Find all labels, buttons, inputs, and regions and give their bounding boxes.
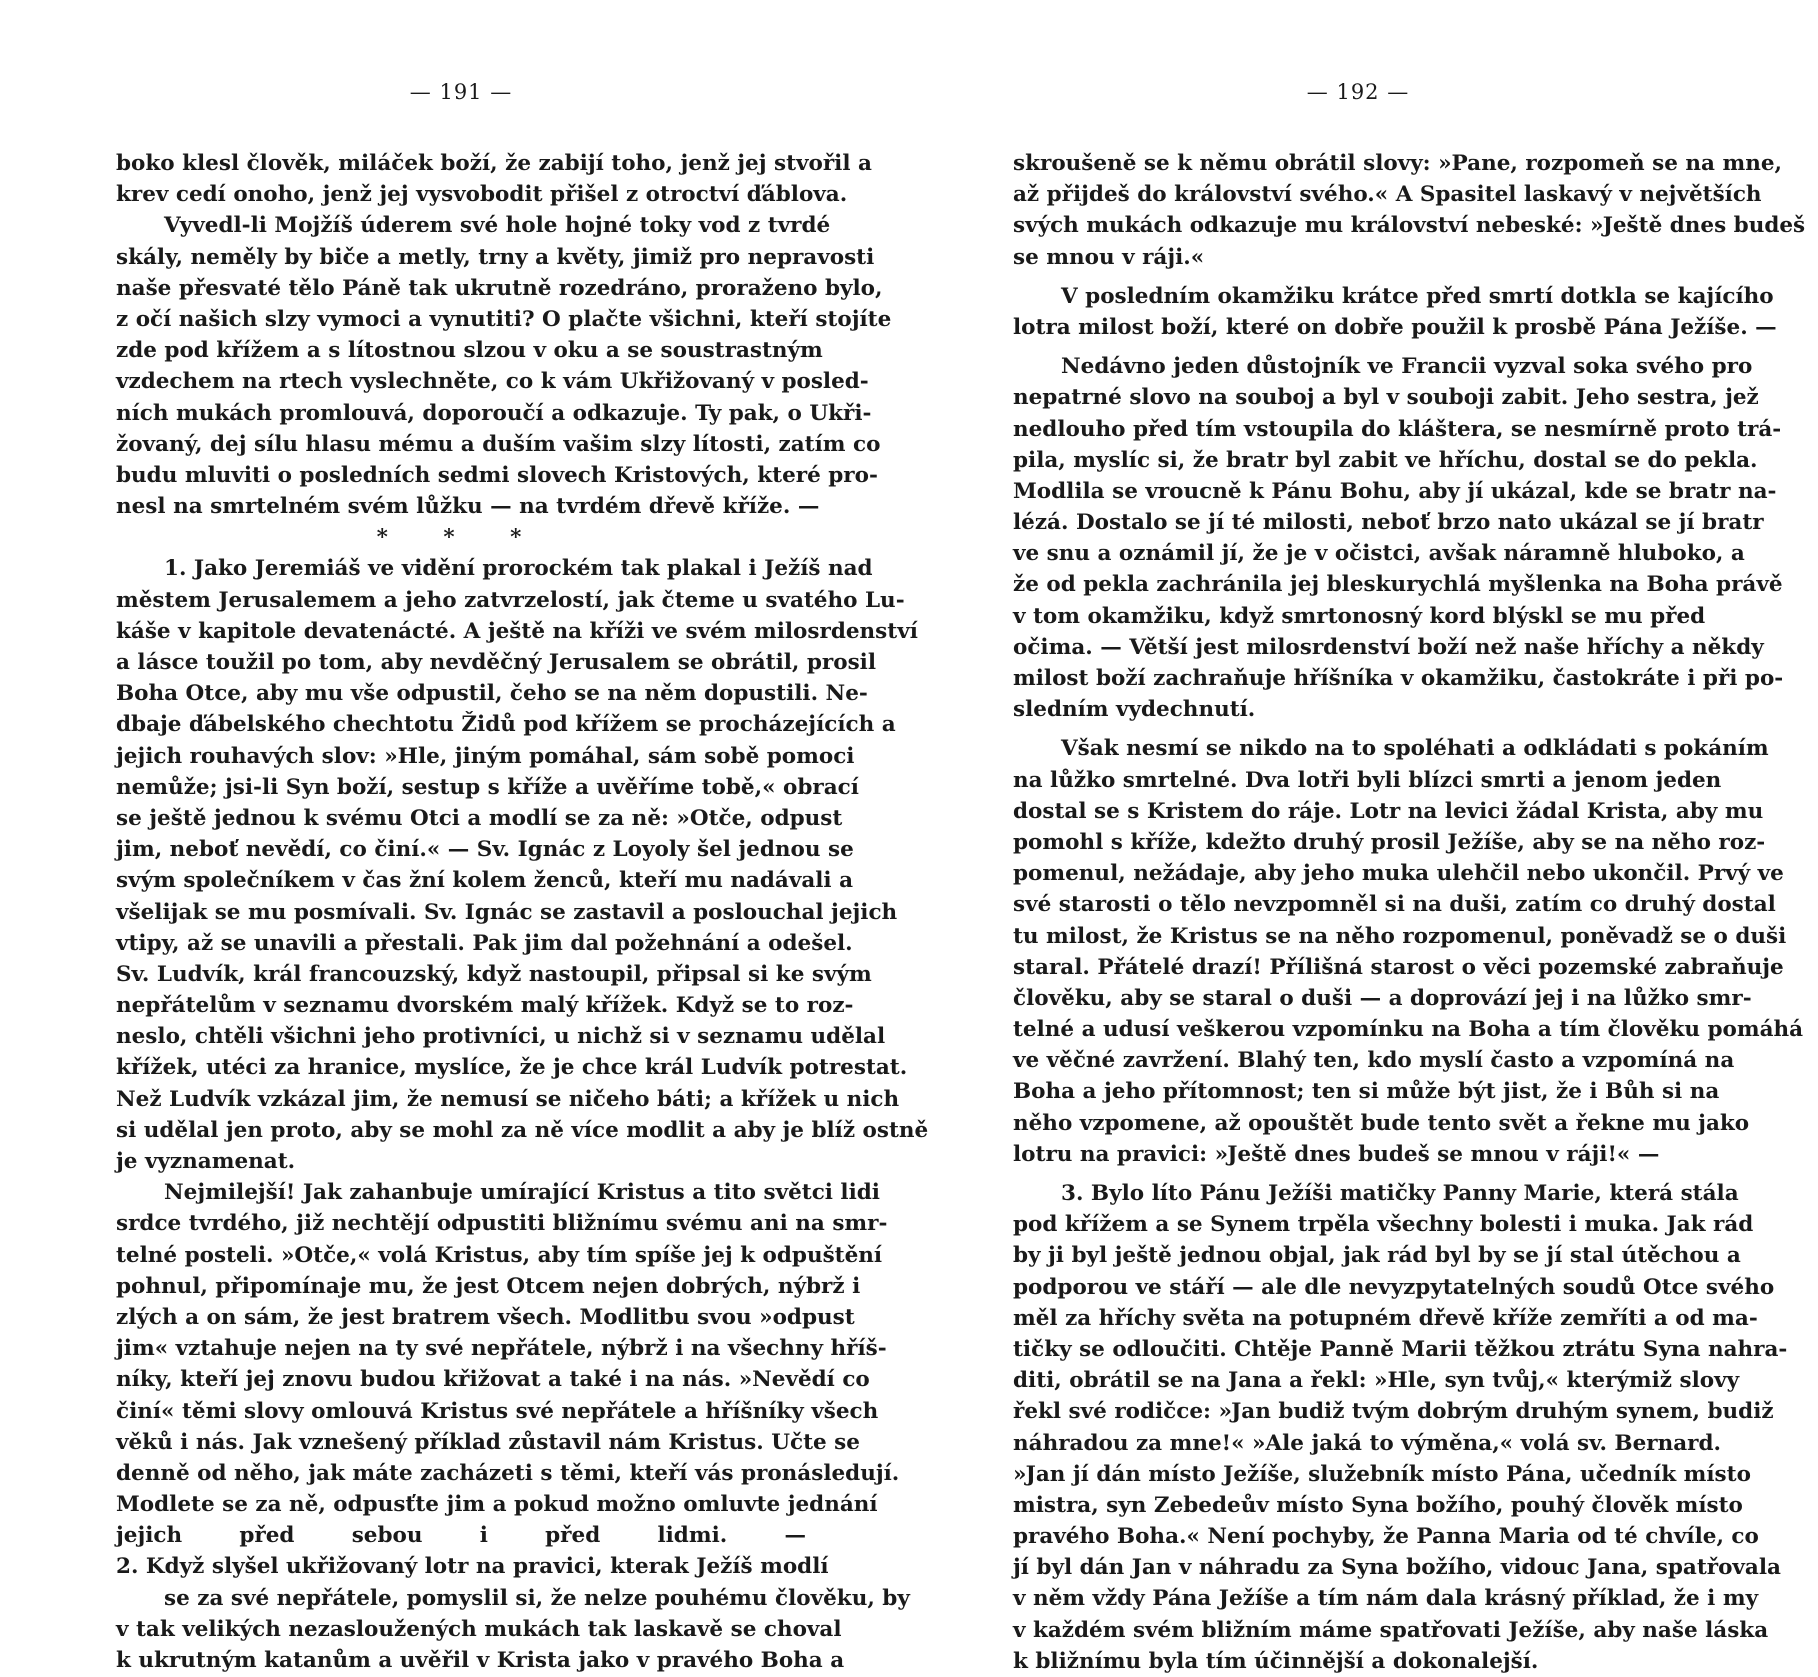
text-line: se ještě jednou k svému Otci a modlí se za ně: »Otče, odpust — [116, 805, 843, 831]
text-line: krev cedí onoho, jenž jej vysvobodit přišel z otroctví ďáblova. — [116, 182, 848, 208]
page-number-left: — 191 — — [409, 80, 513, 104]
text-line: se za své nepřátele, pomyslil si, že nelze pouhému člověku, by — [164, 1585, 910, 1611]
text-line: káše v kapitole devatenácté. A ještě na kříži ve svém milosrdenství — [116, 618, 918, 644]
text-line: Vyvedl-li Mojžíš úderem své hole hojné toky vod z tvrdé — [164, 213, 831, 239]
text-line: Modlete se za ně, odpusťte jim a pokud možno omluvte jednání — [116, 1492, 878, 1518]
paragraph-gap — [1013, 1170, 1703, 1178]
text-line: v tom okamžiku, když smrtonosný kord blýskl se mu před — [1013, 603, 1706, 629]
text-line: jí byl dán Jan v náhradu za Syna božího, vidouc Jana, spatřovala — [1013, 1555, 1781, 1581]
text-line: pomenul, nežádaje, aby jeho muka ulehčil nebo ukončil. Prvý ve — [1013, 861, 1784, 887]
text-line: svým společníkem v čas žní kolem ženců, kteří mu nadávali a — [116, 868, 854, 894]
text-line: křížek, utéci za hranice, myslíce, že je chce král Ludvík potrestat. — [116, 1055, 908, 1081]
text-line: Boha a jeho přítomnost; ten si může být jist, že i Bůh si na — [1013, 1079, 1720, 1105]
text-line: ve věčné zavržení. Blahý ten, kdo myslí často a vzpomíná na — [1013, 1048, 1735, 1074]
text-line: očima. — Větší jest milosrdenství boží než naše hříchy a někdy — [1013, 634, 1764, 660]
text-line: pohnul, připomínaje mu, že jest Otcem nejen dobrých, nýbrž i — [116, 1273, 861, 1299]
text-line: dbaje ďábelského chechtotu Židů pod křížem se procházejících a — [116, 712, 896, 738]
text-line: denně od něho, jak máte zacházeti s těmi, kteří vás pronásledují. — [116, 1460, 900, 1486]
text-line: zlých a on sám, že jest bratrem všech. Modlitbu svou »odpust — [116, 1304, 855, 1330]
text-line: měl za hříchy světa na potupném dřevě kříže zemříti a od ma- — [1013, 1305, 1758, 1331]
text-line: neslo, chtěli všichni jeho protivníci, u nichž si v seznamu udělal — [116, 1024, 886, 1050]
text-line: náhradou za mne!« »Ale jaká to výměna,« volá sv. Bernard. — [1013, 1430, 1722, 1456]
text-line: »Jan jí dán místo Ježíše, služebník místo Pána, učedník místo — [1013, 1461, 1751, 1487]
text-line: jejich rouhavých slov: »Hle, jiným pomáhal, sám sobě pomoci — [116, 743, 855, 769]
text-line: nemůže; jsi-li Syn boží, sestup s kříže a uvěříme tobě,« obrací — [116, 774, 859, 800]
text-line: a lásce toužil po tom, aby nevděčný Jerusalem se obrátil, prosil — [116, 650, 877, 675]
text-line: vtipy, až se unavili a přestali. Pak jim dal požehnání a odešel. — [116, 930, 853, 956]
text-line: v tak velikých nezasloužených mukách tak laskavě se choval — [116, 1616, 842, 1642]
text-line: činí« těmi slovy omlouvá Kristus své nepřátele a hříšníky všech — [116, 1398, 879, 1424]
text-line: řekl své rodičce: »Jan budiž tvým dobrým druhým synem, budiž — [1013, 1399, 1774, 1425]
left-page-text — [116, 148, 929, 1676]
text-line: tičky se odloučiti. Chtěje Panně Marii těžkou ztrátu Syna nahra- — [1013, 1336, 1788, 1362]
text-line: Boha Otce, aby mu vše odpustil, čeho se na něm dopustili. Ne- — [116, 681, 868, 707]
text-line: Nedávno jeden důstojník ve Francii vyzval soka svého pro — [1061, 354, 1753, 380]
text-line: sledním vydechnutí. — [1013, 697, 1256, 723]
text-line: 1. Jako Jeremiáš ve vidění prorockém tak plakal i Ježíš nad — [164, 556, 873, 582]
text-line: je vyznamenat. — [116, 1149, 296, 1174]
text-line: svých mukách odkazuje mu království nebeské: »Ještě dnes budeš — [1013, 213, 1806, 239]
text-line: 2. Když slyšel ukřižovaný lotr na pravici, kterak Ježíš modlí — [116, 1554, 829, 1580]
text-line: něho vzpomene, až opouštět bude tento svět a řekne mu jako — [1013, 1110, 1750, 1136]
text-line: pravého Boha.« Není pochyby, že Panna Maria od té chvíle, co — [1013, 1524, 1759, 1550]
text-line: věků i nás. Jak vznešený příklad zůstavil nám Kristus. Učte se — [116, 1429, 860, 1455]
text-line: nepatrné slovo na souboj a byl v souboji zabit. Jeho sestra, jež — [1013, 385, 1759, 411]
text-line: zde pod křížem a s lítostnou slzou v oku a se soustrastným — [116, 338, 823, 364]
right-page-text — [1013, 148, 1806, 1677]
paragraph-gap — [1013, 273, 1703, 281]
text-line: mistra, syn Zebedeův místo Syna božího, pouhý člověk místo — [1013, 1492, 1743, 1518]
text-line: nepřátelům v seznamu dvorském malý křížek. Když se to roz- — [116, 993, 854, 1019]
text-line: městem Jerusalemem a jeho zatvrzelostí, jak čteme u svatého Lu- — [116, 587, 905, 613]
text-line: staral. Přátelé drazí! Přílišná starost o věci pozemské zabraňuje — [1013, 954, 1784, 980]
text-line: své starosti o tělo nevzpomněl si na duši, zatím co druhý dostal — [1013, 892, 1776, 918]
text-line: * * * — [376, 525, 546, 551]
text-line: k bližnímu byla tím účinnější a dokonalejší. — [1013, 1648, 1539, 1674]
text-line: vzdechem na rtech vyslechněte, co k vám Ukřižovaný v posled- — [116, 369, 869, 395]
text-line: k ukrutným katanům a uvěřil v Krista jako v pravého Boha a — [116, 1648, 845, 1673]
text-line: se mnou v ráji.« — [1013, 244, 1205, 270]
text-line: že od pekla zachránila jej bleskurychlá myšlenka na Boha právě — [1013, 572, 1783, 598]
text-line: srdce tvrdého, již nechtějí odpustiti bližnímu svému ani na smr- — [116, 1211, 888, 1237]
text-line: na lůžko smrtelné. Dva lotři byli blízci smrti a jenom jeden — [1013, 767, 1722, 793]
right-page — [1013, 0, 1806, 1674]
text-line: z očí našich slzy vymoci a vynutiti? O plačte všichni, kteří stojíte — [116, 306, 892, 332]
text-line: naše přesvaté tělo Páně tak ukrutně rozedráno, proraženo bylo, — [116, 275, 883, 301]
paragraph-gap — [1013, 343, 1703, 351]
text-line: v něm vždy Pána Ježíše a tím nám dala krásný příklad, že i my — [1013, 1586, 1759, 1612]
text-line: jim, neboť nevědí, co činí.« — Sv. Ignác z Loyoly šel jednou se — [116, 837, 854, 863]
text-line: níky, kteří jej znovu budou křižovat a také i na nás. »Nevědí co — [116, 1367, 870, 1393]
text-line: podporou ve stáří — ale dle nevyzpytatelných soudů Otce svého — [1013, 1274, 1775, 1300]
text-line: telné a udusí veškerou vzpomínku na Boha a tím člověku pomáhá — [1013, 1017, 1804, 1043]
text-line: ve snu a oznámil jí, že je v očistci, avšak náramně hluboko, a — [1013, 541, 1745, 567]
page-number-right: — 192 — — [1306, 80, 1410, 104]
text-line: jejich před sebou i před lidmi. — — [116, 1523, 806, 1549]
text-line: Nejmilejší! Jak zahanbuje umírající Kristus a tito světci lidi — [164, 1180, 880, 1206]
text-line: Sv. Ludvík, král francouzský, když nastoupil, připsal si ke svým — [116, 961, 872, 987]
text-line: pomohl s kříže, kdežto druhý prosil Ježíše, aby se na něho roz- — [1013, 829, 1766, 855]
text-line: lézá. Dostalo se jí té milosti, neboť brzo nato ukázal se jí bratr — [1013, 510, 1764, 536]
text-line: lotra milost boží, které on dobře použil k prosbě Pána Ježíše. — — [1013, 314, 1777, 340]
text-line: pod křížem a se Synem trpěla všechny bolesti i muka. Jak rád — [1013, 1212, 1754, 1238]
text-line: v každém svém bližním máme spatřovati Ježíše, aby naše láska — [1013, 1617, 1769, 1643]
text-line: nesl na smrtelném svém lůžku — na tvrdém dřevě kříže. — — [116, 494, 820, 520]
text-line: až přijdeš do království svého.« A Spasitel laskavý v největších — [1013, 182, 1762, 208]
text-line: skály, neměly by biče a metly, trny a květy, jimiž pro nepravosti — [116, 244, 875, 270]
text-line: lotru na pravici: »Ještě dnes budeš se mnou v ráji!« — — [1013, 1141, 1660, 1167]
text-line: V posledním okamžiku krátce před smrtí dotkla se kajícího — [1061, 283, 1774, 309]
text-line: Však nesmí se nikdo na to spoléhati a odkládati s pokáním — [1061, 736, 1769, 762]
text-line: telné posteli. »Otče,« volá Kristus, aby tím spíše jej k odpuštění — [116, 1242, 883, 1268]
text-line: žovaný, dej sílu hlasu mému a duším vašim slzy lítosti, zatím co — [116, 431, 881, 457]
text-line: dostal se s Kristem do ráje. Lotr na levici žádal Krista, aby mu — [1013, 798, 1764, 824]
text-line: milost boží zachraňuje hříšníka v okamžiku, častokráte i při po- — [1013, 666, 1784, 691]
text-line: boko klesl člověk, miláček boží, že zabijí toho, jenž jej stvořil a — [116, 151, 872, 176]
text-line: Než Ludvík vzkázal jim, že nemusí se ničeho báti; a křížek u nich — [116, 1086, 900, 1112]
text-line: skroušeně se k němu obrátil slovy: »Pane, rozpomeň se na mne, — [1013, 151, 1783, 176]
text-line: budu mluviti o posledních sedmi slovech Kristových, které pro- — [116, 462, 878, 488]
text-line: si udělal jen proto, aby se mohl za ně více modlit a aby je blíž ostně — [116, 1117, 929, 1143]
text-line: Modlila se vroucně k Pánu Bohu, aby jí ukázal, kde se bratr na- — [1013, 478, 1777, 504]
text-line: nedlouho před tím vstoupila do kláštera, se nesmírně proto trá- — [1013, 416, 1782, 442]
text-line: všelijak se mu posmívali. Sv. Ignác se zastavil a poslouchal jejich — [116, 899, 898, 925]
text-line: 3. Bylo líto Pánu Ježíši matičky Panny Marie, která stála — [1061, 1181, 1739, 1206]
text-line: diti, obrátil se na Jana a řekl: »Hle, syn tvůj,« kterýmiž slovy — [1013, 1368, 1740, 1394]
text-line: by ji byl ještě jednou objal, jak rád byl by se jí stal útěchou a — [1013, 1243, 1741, 1269]
text-line: člověku, aby se staral o duši — a doprovází jej i na lůžko smr- — [1013, 985, 1752, 1011]
text-line: ních mukách promlouvá, doporoučí a odkazuje. Ty pak, o Ukři- — [116, 400, 872, 426]
paragraph-gap — [1013, 725, 1703, 733]
text-line: tu milost, že Kristus se na něho rozpomenul, poněvadž se o duši — [1013, 923, 1787, 949]
left-page — [116, 0, 929, 1673]
text-line: pila, myslíc si, že bratr byl zabit ve hříchu, dostal se do pekla. — [1013, 447, 1758, 473]
text-line: jim« vztahuje nejen na ty své nepřátele, nýbrž i na všechny hříš- — [116, 1336, 887, 1362]
